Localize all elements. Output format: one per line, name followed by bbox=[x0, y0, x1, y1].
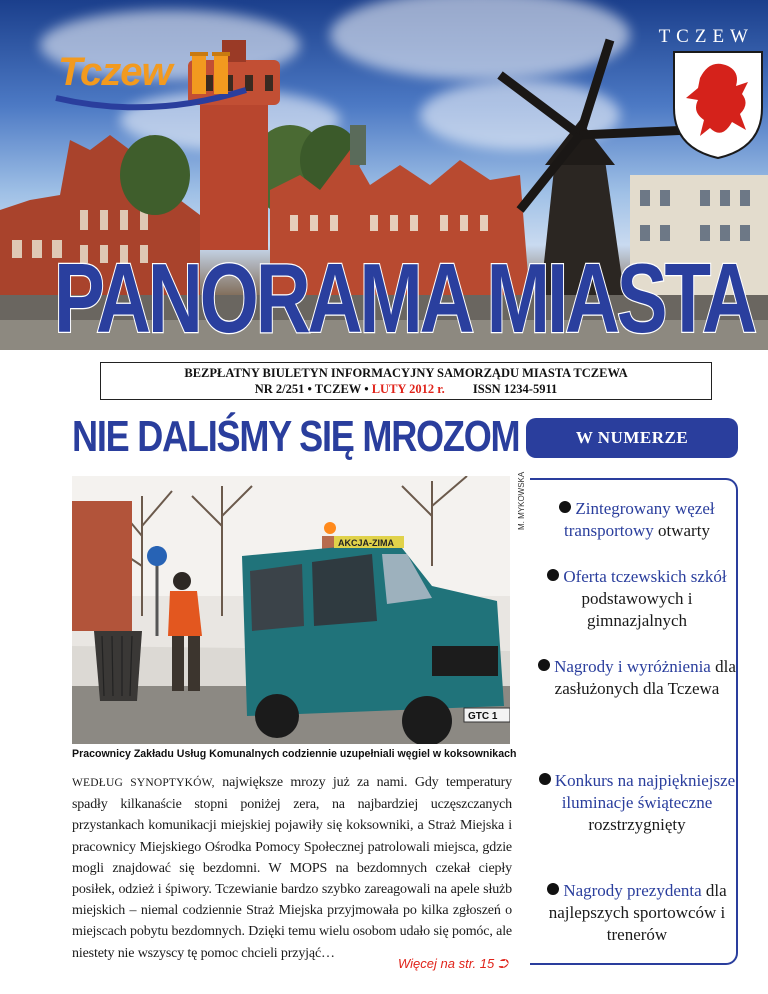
contents-item-link: Oferta tczewskich szkół bbox=[563, 567, 727, 586]
contents-item-rest: podstawowych i gimnazjalnych bbox=[581, 589, 693, 630]
logo-wordmark: Tczew bbox=[58, 50, 172, 94]
contents-item[interactable] bbox=[532, 498, 742, 542]
article-lead: WEDŁUG SYNOPTYKÓW, bbox=[72, 777, 215, 789]
article-headline: NIE DALIŚMY SIĘ MROZOM bbox=[72, 412, 520, 461]
article-text: największe mrozy już za nami. Gdy temperatury spadły kilkanaście stopni poniżej zera, na najbardziej uczęszczanych przystankach komunikacji miejskiej pojawiły się koksowniki, a Straż Miejska i pracownicy Miejskiego Ośrodka Pomocy Społecznej patrolowali miejsca, gdzie mogli znajdować się bezdomni. W MOPS na bezdomnych czekał ciepły posiłek, odzież i śpiwory. Tczewianie bardzo szybko zareagowali na apele służb miejskich – niemal codziennie Straż Miejska przyjmowała po kilka zgłoszeń o miejscach pobytu bezdomnych. Dzięki temu wielu osobom udało się pomóc, ale niestety nie wszyscy tę pomoc chcieli przyjąć… bbox=[72, 775, 512, 961]
contents-item-rest: otwarty bbox=[658, 521, 710, 540]
contents-item[interactable] bbox=[532, 566, 742, 632]
contents-item[interactable] bbox=[532, 656, 742, 700]
town-label: TCZEW bbox=[658, 26, 754, 47]
bullet-icon bbox=[547, 883, 559, 895]
issue-number: NR 2/251 • TCZEW • bbox=[254, 382, 369, 396]
contents-item-rest: dla zasłużonych dla Tczewa bbox=[554, 657, 736, 698]
contents-item-link: Konkurs na najpiękniejsze iluminacje świąteczne bbox=[554, 771, 736, 812]
issn: ISSN 1234-5911 bbox=[472, 382, 558, 396]
contents-item-rest: rozstrzygnięty bbox=[588, 815, 686, 834]
continue-link[interactable]: Więcej na str. 15 ⮊ bbox=[398, 956, 508, 971]
contents-item-link: Nagrody i wyróżnienia bbox=[554, 657, 711, 676]
contents-item[interactable] bbox=[532, 880, 742, 946]
publication-title bbox=[52, 238, 758, 343]
coat-of-arms-icon bbox=[670, 48, 766, 160]
contents-item[interactable] bbox=[532, 770, 742, 836]
van-sign-text: AKCJA-ZIMA bbox=[338, 538, 394, 548]
bulletin-description: BEZPŁATNY BIULETYN INFORMACYJNY SAMORZĄDU MIASTA TCZEWA bbox=[184, 366, 628, 380]
bullet-icon bbox=[538, 659, 550, 671]
issue-date: LUTY 2012 r. bbox=[371, 382, 445, 396]
bullet-icon bbox=[547, 569, 559, 581]
bullet-icon bbox=[539, 773, 551, 785]
photo-caption: Pracownicy Zakładu Usług Komunalnych codziennie uzupełniali węgiel w koksownikach bbox=[72, 748, 517, 760]
masthead-banner bbox=[0, 0, 768, 350]
bulletin-info-box bbox=[100, 362, 712, 400]
contents-heading: W NUMERZE bbox=[526, 418, 738, 458]
contents-item-link: Nagrody prezydenta bbox=[563, 881, 702, 900]
contents-item-rest: dla najlepszych sportowców i trenerów bbox=[548, 881, 727, 944]
bullet-icon bbox=[559, 501, 571, 513]
publication-title-text: PANORAMA MIASTA bbox=[54, 243, 756, 343]
photo-credit: M. MYKOWSKA bbox=[517, 471, 526, 530]
tczew-logo bbox=[50, 40, 260, 112]
van-plate-text: GTC 1 bbox=[468, 711, 498, 722]
article-body bbox=[72, 772, 512, 964]
bulletin-issue-line bbox=[101, 381, 711, 397]
article-photo bbox=[72, 476, 510, 744]
contents-item-link: Zintegrowany węzeł transportowy bbox=[564, 499, 715, 540]
